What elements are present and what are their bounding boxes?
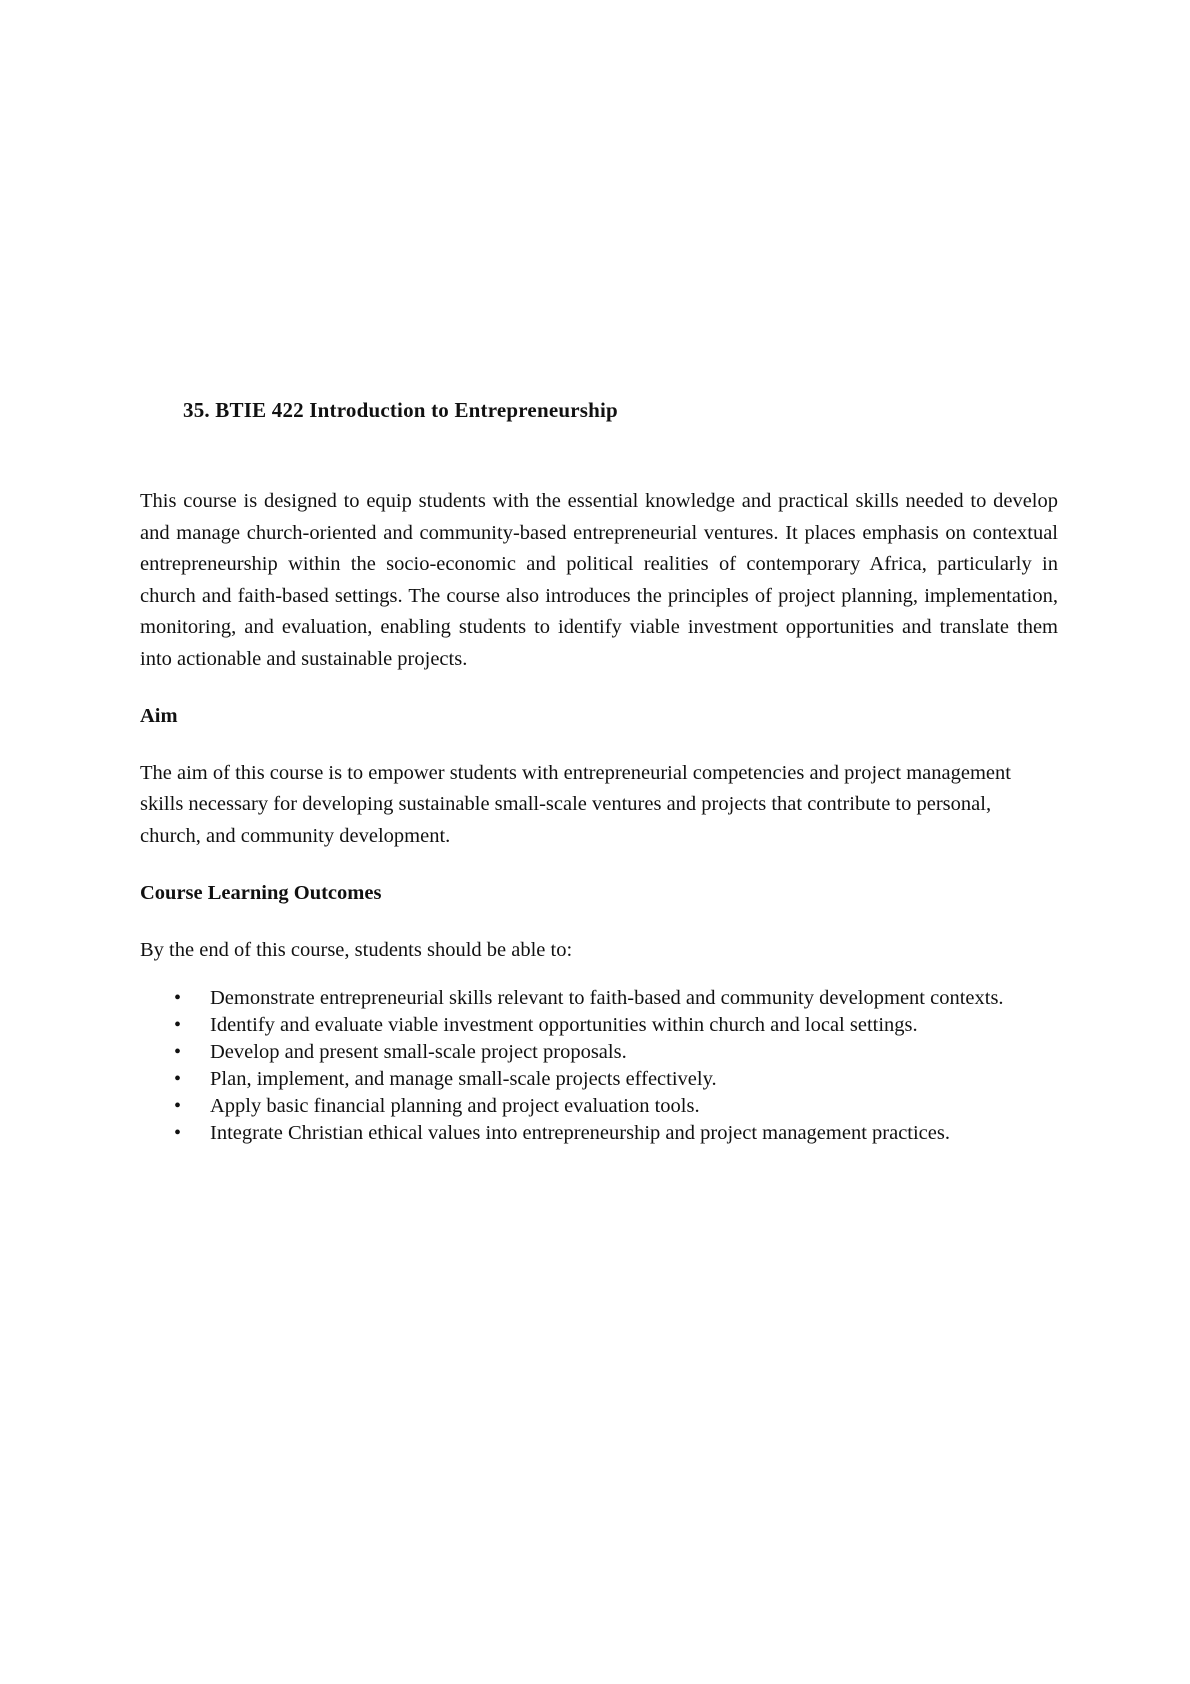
outcome-item — [174, 1012, 1058, 1039]
outcomes-heading: Course Learning Outcomes — [140, 882, 382, 904]
outcome-text: Develop and present small-scale project proposals. — [210, 1041, 627, 1063]
outcomes-list — [140, 985, 1058, 1147]
bullet-icon: • — [174, 1068, 182, 1090]
aim-text: The aim of this course is to empower students with entrepreneurial competencies and project management skills necessary for developing sustainable small-scale ventures and projects that contribute to personal, church, and community development. — [140, 761, 1011, 847]
bullet-icon: • — [174, 1014, 182, 1036]
outcomes-lead: By the end of this course, students should be able to: — [140, 938, 573, 961]
course-content — [140, 486, 1058, 1147]
outcome-text: Demonstrate entrepreneurial skills relevant to faith-based and community development contexts. — [210, 987, 1004, 1009]
outcome-item — [174, 1039, 1058, 1066]
bullet-icon: • — [174, 1041, 182, 1063]
bullet-icon: • — [174, 1122, 182, 1144]
outcome-item — [174, 1120, 1058, 1147]
course-title: 35. BTIE 422 Introduction to Entrepreneurship — [183, 398, 618, 422]
outcome-item — [174, 1066, 1058, 1093]
outcome-text: Integrate Christian ethical values into entrepreneurship and project management practices. — [210, 1122, 950, 1144]
bullet-icon: • — [174, 987, 182, 1009]
bullet-icon: • — [174, 1095, 182, 1117]
outcome-text: Apply basic financial planning and project evaluation tools. — [210, 1095, 700, 1117]
aim-heading: Aim — [140, 705, 178, 727]
outcome-text: Plan, implement, and manage small-scale projects effectively. — [210, 1068, 717, 1090]
outcome-item — [174, 1093, 1058, 1120]
course-description: This course is designed to equip students with the essential knowledge and practical skills needed to develop and manage church-oriented and community-based entrepreneurial ventures. It places emphasis on contextual entrepreneurship within the socio-economic and political realities of contemporary Africa, particularly in church and faith-based settings. The course also introduces the principles of project planning, implementation, monitoring, and evaluation, enabling students to identify viable investment opportunities and translate them into actionable and sustainable projects. — [140, 490, 1058, 670]
outcome-text: Identify and evaluate viable investment opportunities within church and local settings. — [210, 1014, 918, 1036]
outcome-item — [174, 985, 1058, 1012]
